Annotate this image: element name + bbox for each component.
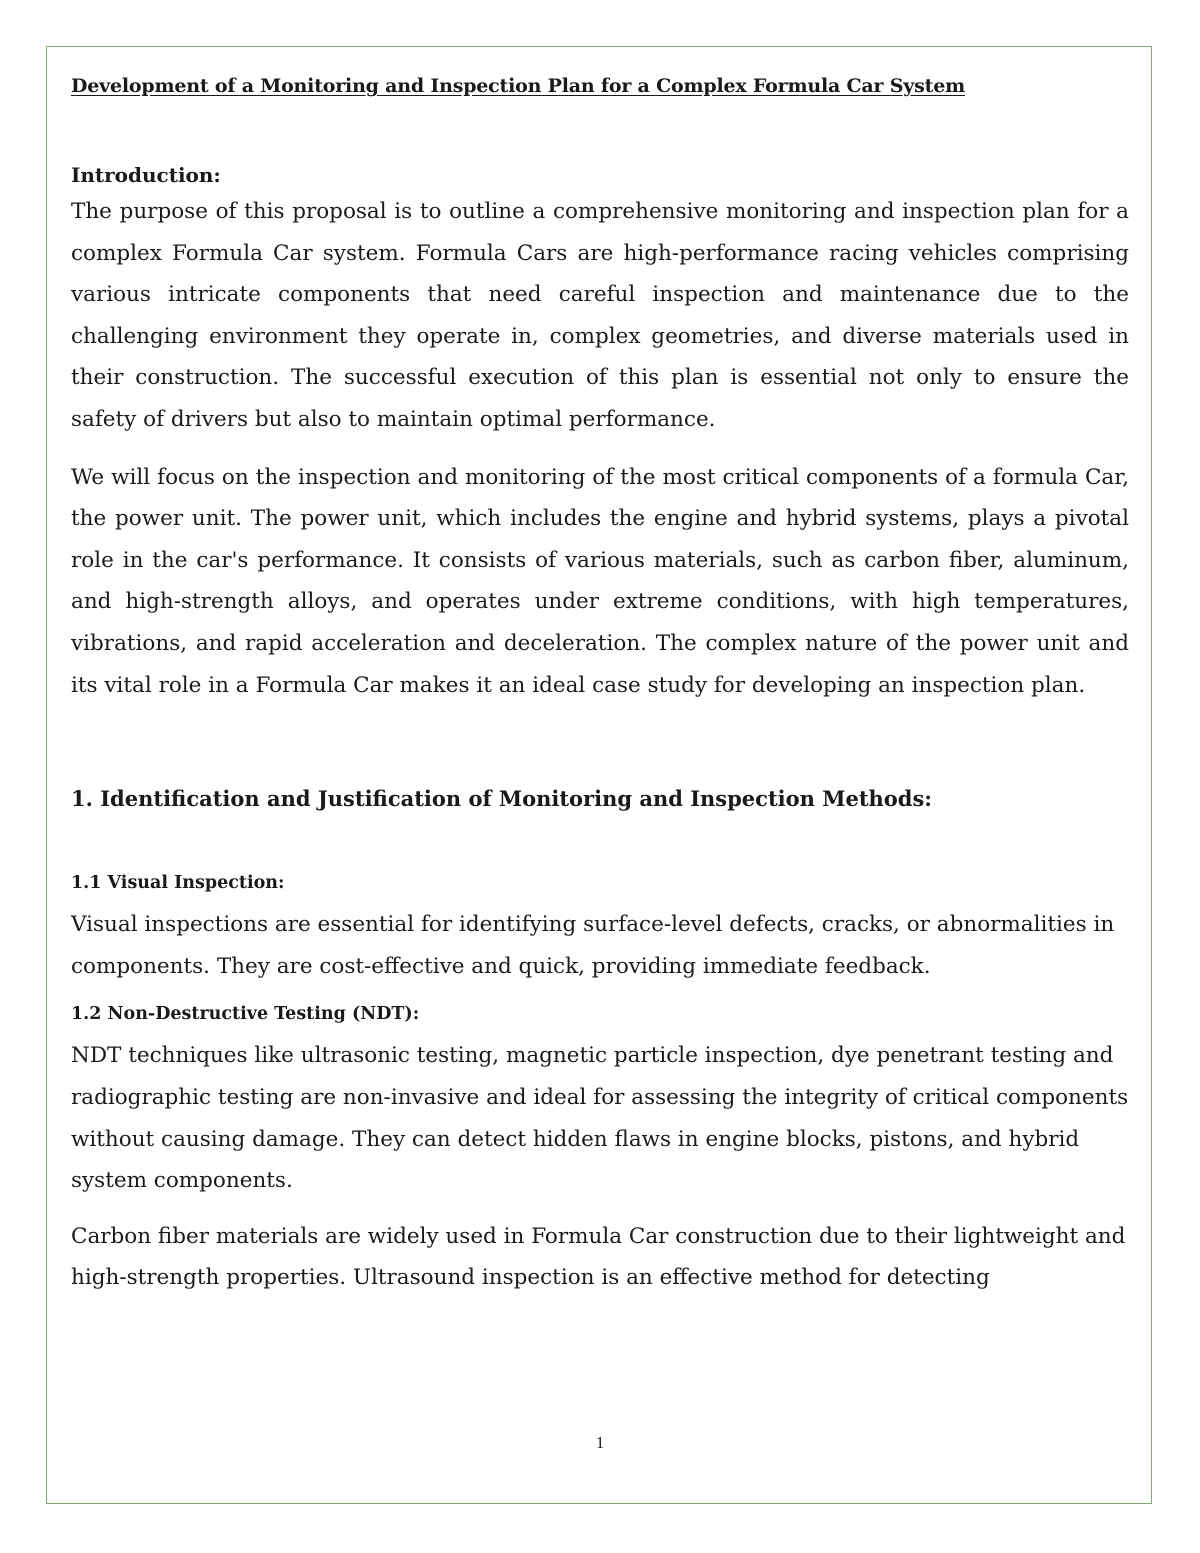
subsection-1-2-heading: 1.2 Non-Destructive Testing (NDT): xyxy=(71,1004,420,1025)
subsection-1-1-heading: 1.1 Visual Inspection: xyxy=(71,873,285,894)
introduction-heading: Introduction: xyxy=(71,163,221,187)
subsection-1-2-paragraph-1: NDT techniques like ultrasonic testing, magnetic particle inspection, dye penetrant testing and radiographic testing are non-invasive and ideal for assessing the integrity of critical components without causing damage. They can detect hidden flaws in engine blocks, pistons, and hybrid system components. xyxy=(71,1043,1129,1194)
document-title: Development of a Monitoring and Inspection Plan for a Complex Formula Car System xyxy=(71,75,965,97)
introduction-paragraph-1: The purpose of this proposal is to outline a comprehensive monitoring and inspection plan for a complex Formula Car system. Formula Cars are high-performance racing vehicles comprising various intricate components that need careful inspection and maintenance due to the challenging environment they operate in, complex geometries, and diverse materials used in their construction. The successful execution of this plan is essential not only to ensure the safety of drivers but also to maintain optimal performance. xyxy=(71,199,1129,432)
document-body xyxy=(71,70,1129,1299)
subsection-1-1-paragraph: Visual inspections are essential for identifying surface-level defects, cracks, or abnormalities in components. They are cost-effective and quick, providing immediate feedback. xyxy=(71,912,1115,979)
introduction-paragraph-2: We will focus on the inspection and monitoring of the most critical components of a formula Car, the power unit. The power unit, which includes the engine and hybrid systems, plays a pivotal role in the car's performance. It consists of various materials, such as carbon fiber, aluminum, and high-strength alloys, and operates under extreme conditions, with high temperatures, vibrations, and rapid acceleration and deceleration. The complex nature of the power unit and its vital role in a Formula Car makes it an ideal case study for developing an inspection plan. xyxy=(71,464,1129,698)
page-number: 1 xyxy=(595,1433,605,1452)
subsection-1-2-paragraph-2: Carbon fiber materials are widely used in Formula Car construction due to their lightweight and high-strength properties. Ultrasound inspection is an effective method for detecting xyxy=(71,1223,1126,1291)
section-1-heading: 1. Identification and Justification of Monitoring and Inspection Methods: xyxy=(71,786,933,812)
